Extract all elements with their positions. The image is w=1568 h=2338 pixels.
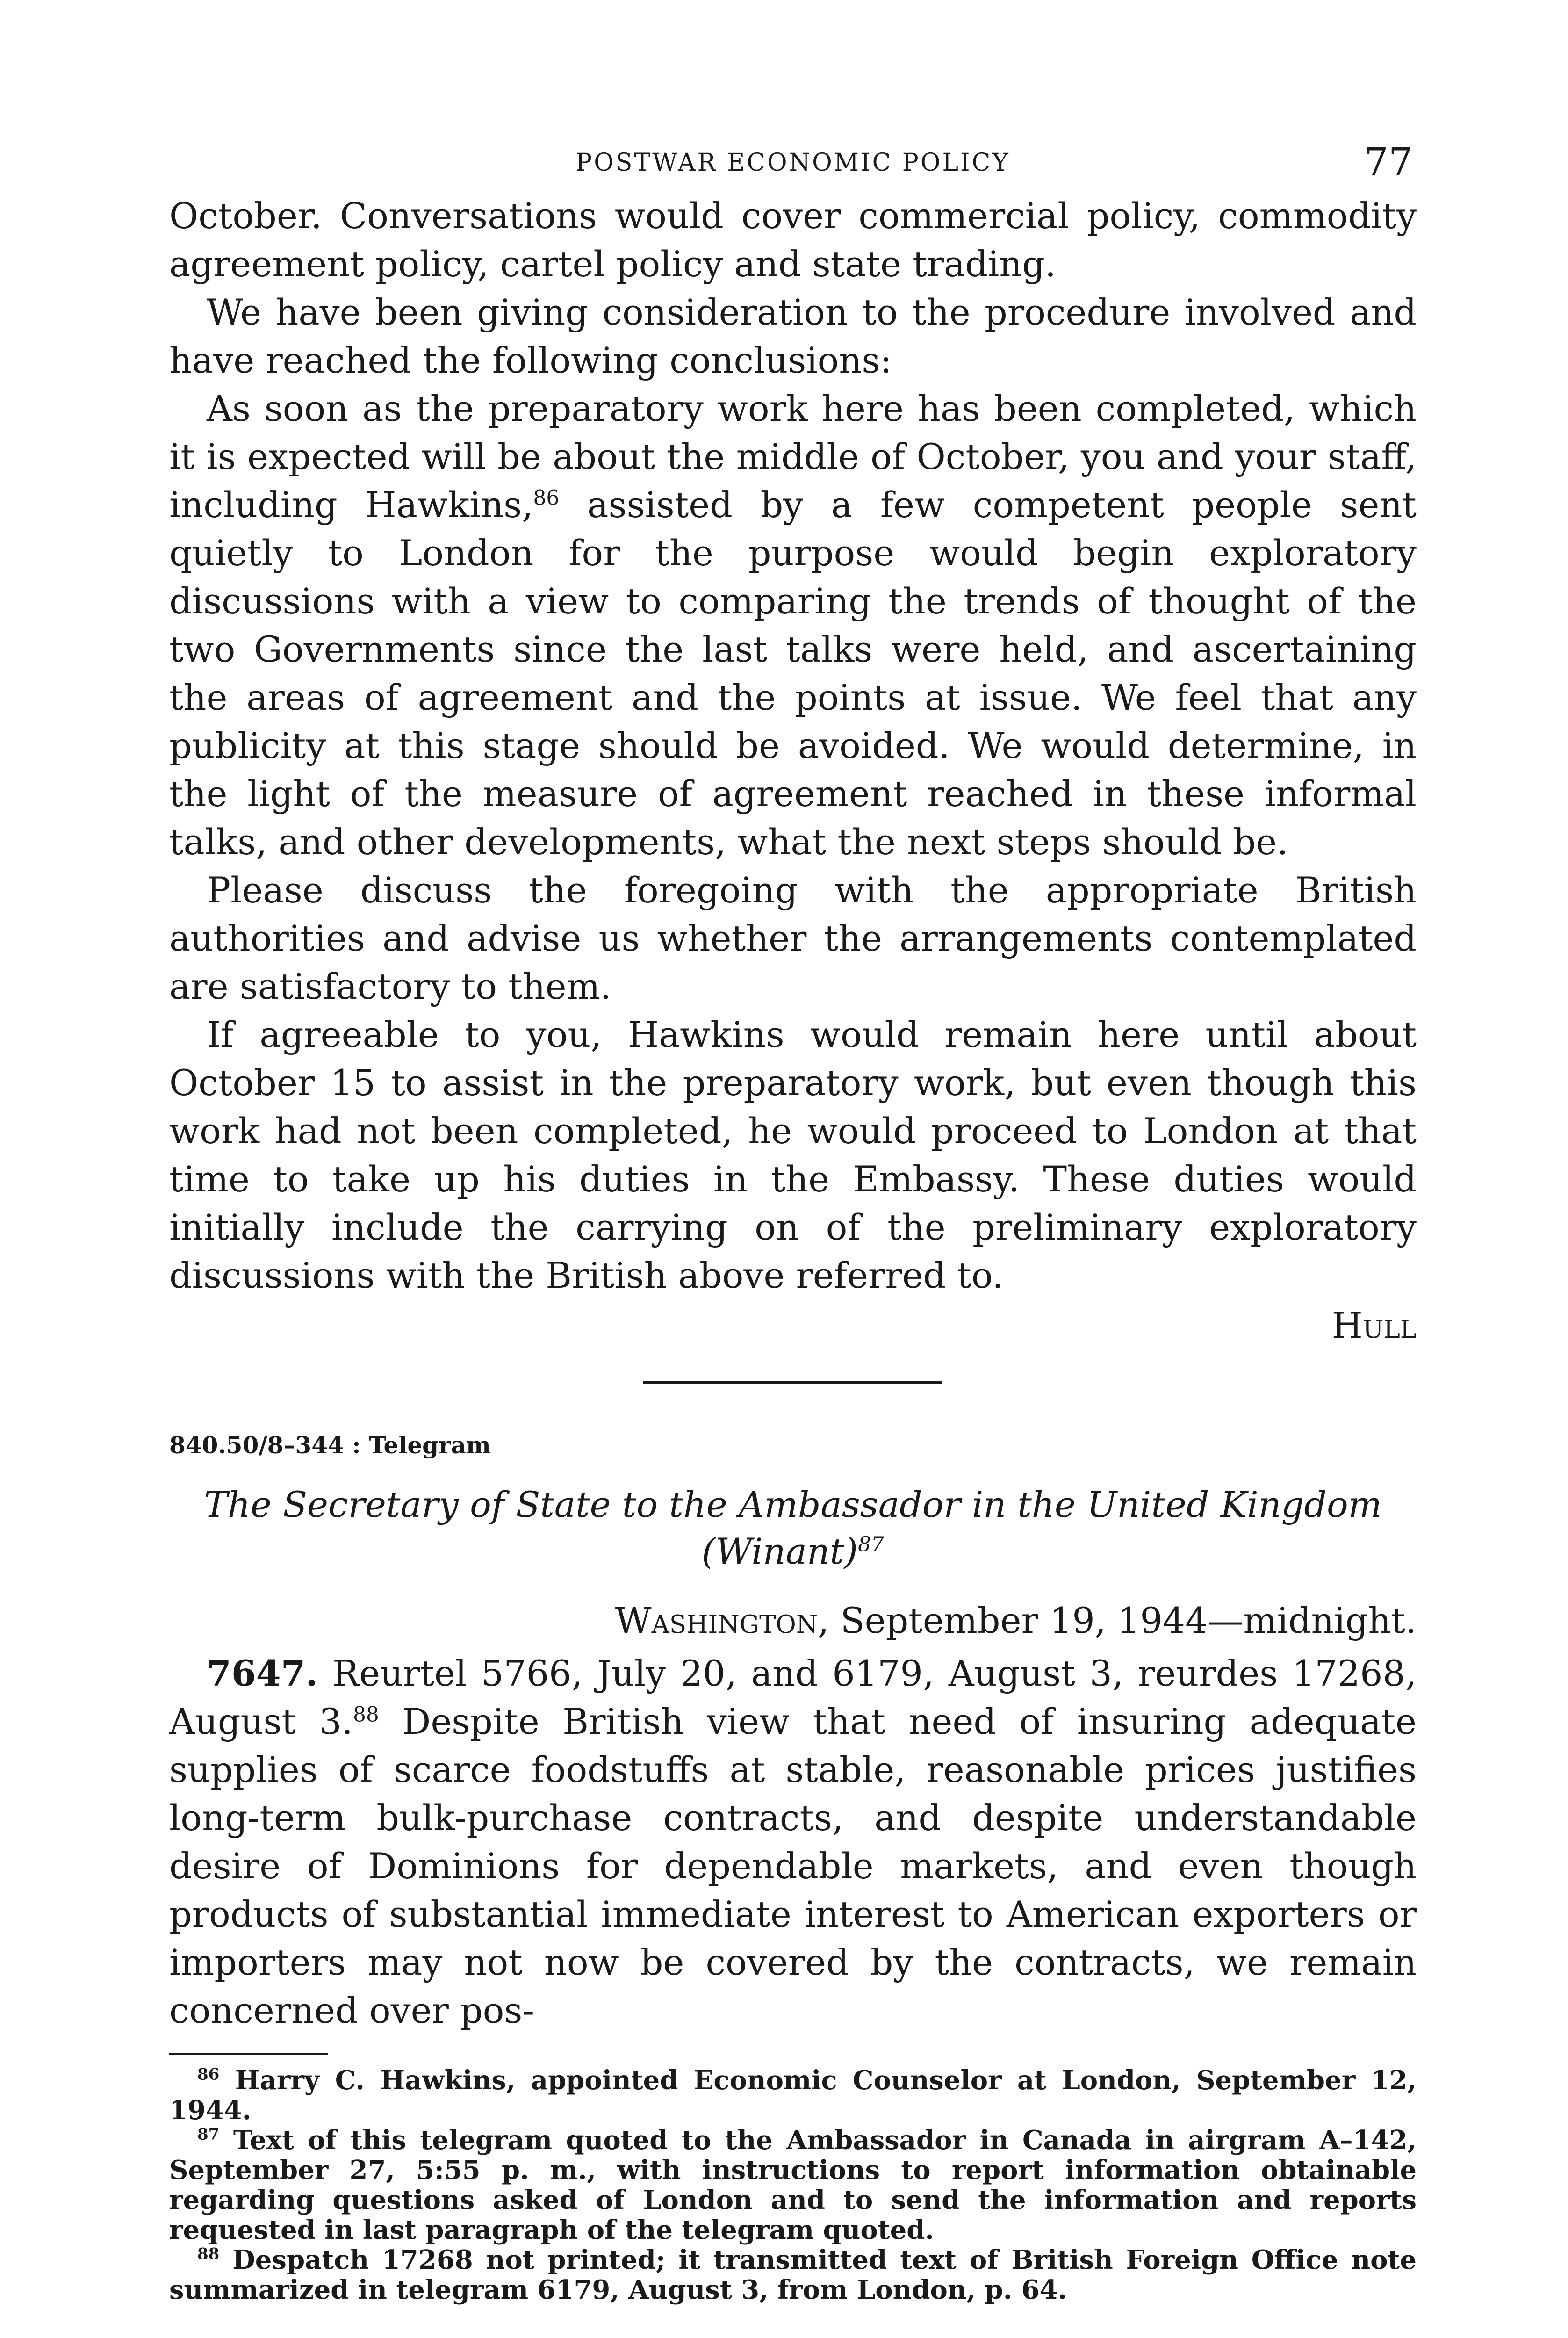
- section-divider: [643, 1381, 942, 1384]
- footnote-number-87: 87: [197, 2125, 220, 2144]
- paragraph-exploratory-discussions: [169, 384, 1417, 866]
- footnote-ref-87: 87: [858, 1532, 885, 1557]
- heading-line-1: The Secretary of State to the Ambassador in the United Kingdom: [204, 1484, 1382, 1525]
- first-document: [169, 192, 1417, 1349]
- dateline-date: September 19, 1944—midnight.: [840, 1600, 1417, 1641]
- book-page: [169, 140, 1417, 2305]
- paragraph-exploratory-part1: As soon as the preparatory work here has been completed, which it is expected will be about the middle of October, you and your staff, including Hawkins,: [169, 388, 1417, 526]
- footnote-number-86: 86: [197, 2065, 220, 2084]
- footnotes: [169, 2065, 1417, 2305]
- dateline-place: Washington,: [615, 1600, 829, 1641]
- paragraph-hawkins-duties: If agreeable to you, Hawkins would remain here until about October 15 to assist in the preparatory work, but even though this work had not been completed, he would proceed to London at that time to take up his duties in the Embassy. These duties would initially include the carrying on of the preliminary exploratory discussions with the British above referred to.: [169, 1014, 1417, 1296]
- file-reference: 840.50/8–344 : Telegram: [169, 1431, 491, 1459]
- paragraph-please-discuss: Please discuss the foregoing with the appropriate British authorities and advise us whether the arrangements contemplated are satisfactory to them.: [169, 869, 1417, 1007]
- footnote-ref-86: 86: [533, 486, 560, 510]
- telegram-body-part2: Despite British view that need of insuring adequate supplies of scarce foodstuffs at stable, reasonable prices justifies long-term bulk-purchase contracts, and despite understandable desire of Dominions for dependable markets, and even though products of substantial immediate interest to American exporters or importers may not now be covered by the contracts, we remain concerned over pos-: [169, 1701, 1417, 2031]
- footnote-number-88: 88: [197, 2244, 220, 2264]
- paragraph-exploratory-part2: assisted by a few competent people sent quietly to London for the purpose would begin exploratory discussions with a view to comparing the trends of thought of the two Governments since the last talks were held, and ascertaining the areas of agreement and the points at issue. We feel that any publicity at this stage should be avoided. We would determine, in the light of the measure of agreement reached in these informal talks, and other developments, what the next steps should be.: [169, 484, 1417, 863]
- paragraph-procedure: We have been giving consideration to the procedure involved and have reached the following conclusions:: [169, 291, 1417, 381]
- page-number: 77: [1364, 140, 1413, 185]
- footnote-divider: [169, 2053, 328, 2055]
- footnote-ref-88: 88: [352, 1703, 379, 1727]
- telegram-body-part1: Reurtel 5766, July 20, and 6179, August 3, reurdes 17268, August 3.: [169, 1652, 1417, 1742]
- dateline: [169, 1596, 1417, 1645]
- paragraph-continuation: October. Conversations would cover commercial policy, commodity agreement policy, cartel policy and state trading.: [169, 195, 1417, 285]
- heading-line-2: [169, 1528, 1417, 1575]
- footnote-text-86: Harry C. Hawkins, appointed Economic Counselor at London, September 12, 1944.: [169, 2065, 1417, 2126]
- heading-winant: (Winant): [701, 1530, 858, 1572]
- document-heading: [169, 1481, 1417, 1575]
- running-head: [169, 140, 1417, 192]
- footnote-88: [169, 2245, 1417, 2305]
- footnote-86: [169, 2065, 1417, 2125]
- signature-hull: Hull: [1331, 1305, 1417, 1346]
- telegram-body: [169, 1649, 1417, 2035]
- second-document: [169, 1429, 1417, 2035]
- footnote-87: [169, 2125, 1417, 2245]
- footnote-text-87: Text of this telegram quoted to the Ambassador in Canada in airgram A–142, September 27, 5:55 p. m., with instructions to report information obtainable regarding questions asked of London and to send the information and reports requested in last paragraph of the telegram quoted.: [169, 2125, 1417, 2245]
- running-title: POSTWAR ECONOMIC POLICY: [575, 149, 1010, 177]
- footnote-text-88: Despatch 17268 not printed; it transmitted text of British Foreign Office note summarized in telegram 6179, August 3, from London, p. 64.: [169, 2244, 1417, 2305]
- telegram-number: 7647.: [207, 1652, 318, 1694]
